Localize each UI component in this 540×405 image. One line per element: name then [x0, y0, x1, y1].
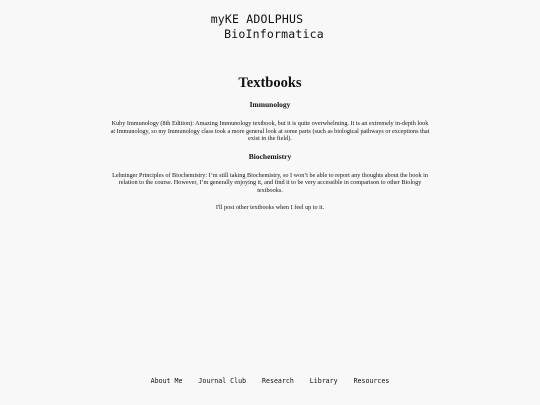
section-heading-biochemistry: Biochemistry: [248, 151, 292, 161]
footer-nav: [0, 377, 540, 386]
site-subtitle: BioInformatica: [224, 27, 324, 41]
nav-link-library[interactable]: Library: [309, 377, 338, 385]
nav-link-resources[interactable]: Resources: [353, 377, 390, 385]
main-content: [110, 74, 430, 220]
site-header: [0, 12, 540, 42]
section-text-biochemistry: Lehninger Principles of Biochemistry: I’m still taking Biochemistry, so I won’t be able to report any thoughts about the book in relation to the course. However, I’m generally enjoying it, and find it to be very accessible in comparison to other Biology textbooks.: [112, 171, 428, 194]
site-name: myKE ADOLPHUS: [210, 12, 304, 26]
closing-note: I'll post other textbooks when I feel up to it.: [215, 203, 325, 211]
section-heading-immunology: Immunology: [249, 100, 291, 109]
nav-link-research[interactable]: Research: [262, 377, 294, 385]
page-title: Textbooks: [238, 75, 302, 91]
nav-link-about-me[interactable]: About Me: [150, 377, 183, 385]
section-text-immunology: Kuby Immunology (8th Edition): Amazing Immunology textbook, but it is quite overwhelming. It is an extremely in-depth look at Immunology, so my Immunology class took a more general look at some parts (such as biological pathways or exceptions that exist in the field).: [110, 120, 430, 143]
nav-link-journal-club[interactable]: Journal Club: [198, 377, 247, 385]
